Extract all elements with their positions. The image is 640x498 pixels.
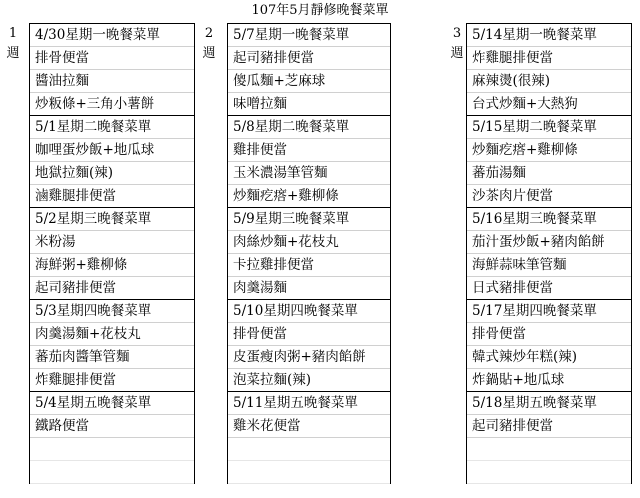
week-2-suffix: 週 <box>202 46 216 61</box>
empty-row <box>228 461 390 484</box>
menu-item: 起司豬排便當 <box>467 415 631 438</box>
week-3-suffix: 週 <box>450 46 464 61</box>
menu-item: 起司豬排便當 <box>30 277 194 300</box>
menu-item: 肉羹湯麵+花枝丸 <box>30 323 194 346</box>
day-header: 5/4星期五晚餐菜單 <box>30 392 194 415</box>
menu-item: 味噌拉麵 <box>228 93 390 116</box>
week-1-column <box>29 23 195 484</box>
menu-item: 蕃茄肉醬筆管麵 <box>30 346 194 369</box>
day-header: 5/1星期二晚餐菜單 <box>30 116 194 139</box>
day-header: 5/7星期一晚餐菜單 <box>228 24 390 47</box>
menu-item: 炒麵疙瘩+雞柳條 <box>467 139 631 162</box>
day-header: 5/8星期二晚餐菜單 <box>228 116 390 139</box>
menu-item: 蕃茄湯麵 <box>467 162 631 185</box>
day-header: 5/9星期三晚餐菜單 <box>228 208 390 231</box>
day-header: 5/17星期四晚餐菜單 <box>467 300 631 323</box>
menu-item: 海鮮粥+雞柳條 <box>30 254 194 277</box>
week-3-column <box>466 23 632 484</box>
week-3-number: 3 <box>452 26 462 41</box>
menu-item: 雞排便當 <box>228 139 390 162</box>
menu-item: 米粉湯 <box>30 231 194 254</box>
menu-item: 排骨便當 <box>228 323 390 346</box>
empty-row <box>30 438 194 461</box>
day-header: 5/16星期三晚餐菜單 <box>467 208 631 231</box>
day-header: 5/14星期一晚餐菜單 <box>467 24 631 47</box>
menu-item: 海鮮蒜味筆管麵 <box>467 254 631 277</box>
menu-item: 雞米花便當 <box>228 415 390 438</box>
week-2-number: 2 <box>204 26 214 41</box>
menu-item: 卡拉雞排便當 <box>228 254 390 277</box>
week-1-label <box>4 24 22 64</box>
menu-item: 醬油拉麵 <box>30 70 194 93</box>
menu-item: 皮蛋瘦肉粥+豬肉餡餅 <box>228 346 390 369</box>
menu-item: 排骨便當 <box>467 323 631 346</box>
menu-item: 韓式辣炒年糕(辣) <box>467 346 631 369</box>
menu-item: 肉羹湯麵 <box>228 277 390 300</box>
menu-item: 麻辣燙(很辣) <box>467 70 631 93</box>
day-header: 5/2星期三晚餐菜單 <box>30 208 194 231</box>
menu-item: 肉絲炒麵+花枝丸 <box>228 231 390 254</box>
menu-item: 玉米濃湯筆管麵 <box>228 162 390 185</box>
week-1-suffix: 週 <box>6 46 20 61</box>
menu-item: 泡菜拉麵(辣) <box>228 369 390 392</box>
week-2-label <box>200 24 218 64</box>
menu-item: 炒粄條+三角小薯餅 <box>30 93 194 116</box>
day-header: 4/30星期一晚餐菜單 <box>30 24 194 47</box>
menu-item: 沙茶肉片便當 <box>467 185 631 208</box>
day-header: 5/3星期四晚餐菜單 <box>30 300 194 323</box>
menu-item: 日式豬排便當 <box>467 277 631 300</box>
menu-item: 傻瓜麵+芝麻球 <box>228 70 390 93</box>
menu-item: 台式炒麵+大熱狗 <box>467 93 631 116</box>
menu-item: 地獄拉麵(辣) <box>30 162 194 185</box>
empty-row <box>30 461 194 484</box>
menu-item: 咖哩蛋炒飯+地瓜球 <box>30 139 194 162</box>
empty-row <box>228 438 390 461</box>
week-1-number: 1 <box>8 26 18 41</box>
menu-title: 107年5月靜修晚餐菜單 <box>251 3 389 18</box>
menu-item: 炸雞腿排便當 <box>467 47 631 70</box>
week-2-column <box>227 23 391 484</box>
day-header: 5/11星期五晚餐菜單 <box>228 392 390 415</box>
menu-item: 起司豬排便當 <box>228 47 390 70</box>
menu-item: 茄汁蛋炒飯+豬肉餡餅 <box>467 231 631 254</box>
menu-item: 鐵路便當 <box>30 415 194 438</box>
menu-item: 炒麵疙瘩+雞柳條 <box>228 185 390 208</box>
day-header: 5/15星期二晚餐菜單 <box>467 116 631 139</box>
empty-row <box>467 461 631 484</box>
day-header: 5/10星期四晚餐菜單 <box>228 300 390 323</box>
menu-item: 滷雞腿排便當 <box>30 185 194 208</box>
menu-item: 排骨便當 <box>30 47 194 70</box>
day-header: 5/18星期五晚餐菜單 <box>467 392 631 415</box>
week-3-label <box>448 24 466 64</box>
empty-row <box>467 438 631 461</box>
menu-item: 炸鍋貼+地瓜球 <box>467 369 631 392</box>
menu-item: 炸雞腿排便當 <box>30 369 194 392</box>
